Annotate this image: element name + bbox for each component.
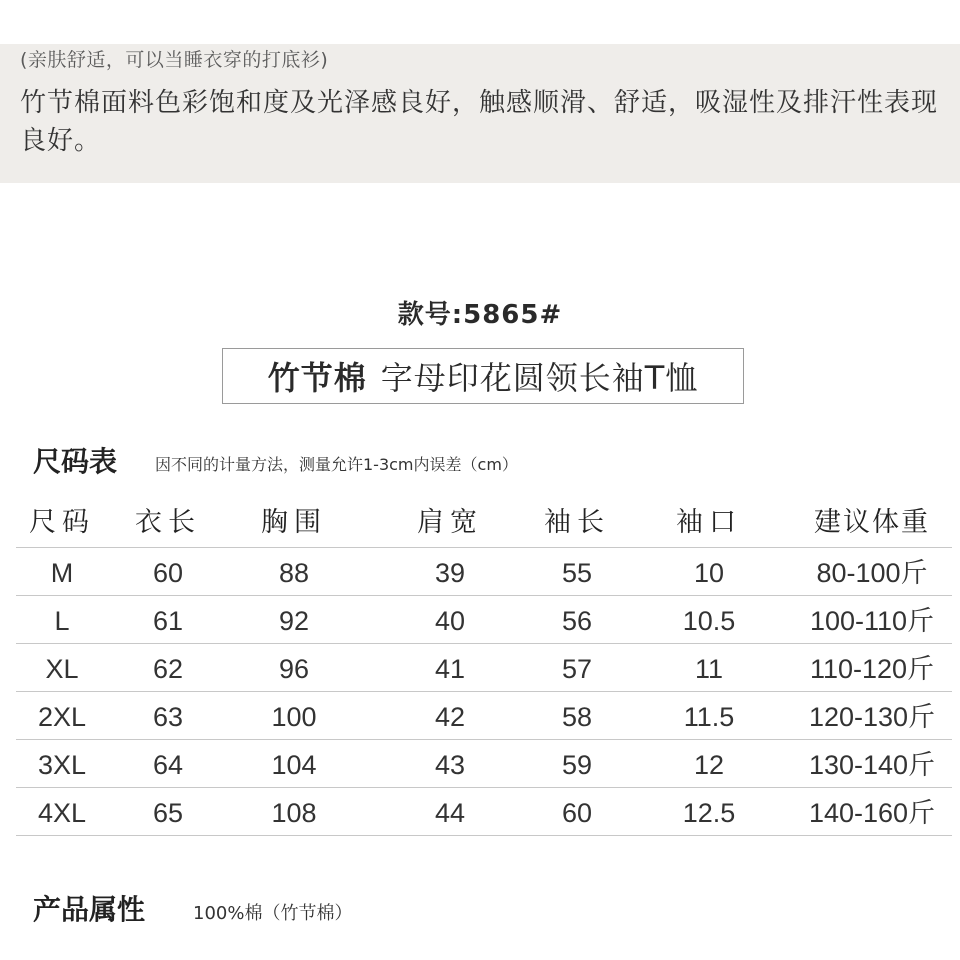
cell-weight: 120-130斤 [808, 702, 936, 732]
table-row [16, 644, 952, 692]
product-title-name: 字母印花圆领长袖T恤 [380, 359, 699, 397]
header-sleeve-length: 袖长 [544, 507, 610, 538]
cell-cuff: 11 [694, 654, 724, 684]
cell-size: M [50, 558, 74, 588]
product-title-fabric: 竹节棉 [267, 359, 367, 397]
cell-cuff: 10.5 [682, 606, 736, 636]
cell-size: 2XL [37, 702, 87, 732]
cell-sleeve-length: 56 [561, 606, 593, 636]
cell-length: 63 [152, 702, 184, 732]
cell-shoulder: 42 [434, 702, 466, 732]
cell-length: 61 [152, 606, 184, 636]
table-header-row [16, 500, 952, 548]
cell-sleeve-length: 58 [561, 702, 593, 732]
cell-sleeve-length: 57 [561, 654, 593, 684]
cell-length: 64 [152, 750, 184, 780]
cell-length: 65 [152, 798, 184, 828]
cell-cuff: 12 [693, 750, 725, 780]
table-row [16, 788, 952, 836]
cell-size: XL [45, 654, 79, 684]
header-shoulder: 肩宽 [417, 507, 483, 538]
cell-cuff: 12.5 [682, 798, 736, 828]
style-number: 款号:5865# [397, 300, 563, 330]
product-title-box [222, 348, 744, 404]
cell-sleeve-length: 60 [561, 798, 593, 828]
fabric-description: 竹节棉面料色彩饱和度及光泽感良好，触感顺滑、舒适，吸湿性及排汗性表现良好。 [20, 88, 939, 156]
cell-length: 60 [152, 558, 184, 588]
cell-size: 3XL [37, 750, 87, 780]
header-weight: 建议体重 [814, 507, 930, 538]
table-row [16, 596, 952, 644]
cell-size: 4XL [37, 798, 87, 828]
cell-sleeve-length: 59 [561, 750, 593, 780]
cell-chest: 100 [271, 702, 317, 732]
cell-shoulder: 43 [434, 750, 466, 780]
cell-shoulder: 41 [434, 654, 466, 684]
cell-weight: 110-120斤 [809, 654, 935, 684]
cell-cuff: 10 [693, 558, 725, 588]
cell-size: L [54, 606, 70, 636]
cell-length: 62 [152, 654, 184, 684]
header-chest: 胸围 [261, 507, 327, 538]
cell-weight: 130-140斤 [808, 750, 936, 780]
fabric-note: (亲肤舒适，可以当睡衣穿的打底衫) [20, 49, 329, 71]
cell-cuff: 11.5 [683, 702, 735, 732]
table-row [16, 548, 952, 596]
header-length: 衣长 [135, 507, 201, 538]
cell-chest: 96 [278, 654, 310, 684]
product-attributes-value: 100%棉（竹节棉） [193, 903, 353, 924]
header-size: 尺码 [29, 507, 95, 538]
size-chart-note: 因不同的计量方法，测量允许1-3cm内误差（cm） [155, 455, 518, 474]
cell-shoulder: 44 [434, 798, 466, 828]
cell-shoulder: 39 [434, 558, 466, 588]
cell-sleeve-length: 55 [561, 558, 593, 588]
table-row [16, 740, 952, 788]
cell-chest: 88 [278, 558, 310, 588]
size-chart-heading: 尺码表 [33, 445, 118, 478]
cell-chest: 92 [278, 606, 310, 636]
header-cuff: 袖口 [676, 507, 742, 538]
cell-weight: 80-100斤 [816, 558, 928, 588]
cell-shoulder: 40 [434, 606, 466, 636]
fabric-description-panel [0, 44, 960, 183]
cell-weight: 140-160斤 [808, 798, 936, 828]
cell-chest: 104 [271, 750, 317, 780]
table-row [16, 692, 952, 740]
cell-weight: 100-110斤 [809, 606, 935, 636]
cell-chest: 108 [271, 798, 317, 828]
product-attributes-heading: 产品属性 [33, 893, 146, 926]
size-chart-table [16, 500, 952, 836]
